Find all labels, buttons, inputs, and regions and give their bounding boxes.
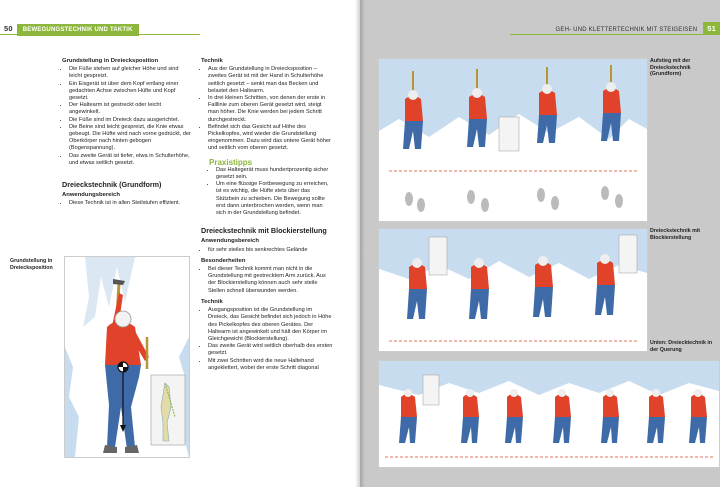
list-item: • Das zweite Gerät wird seitlich oberhalb des ersten gesetzt. (208, 343, 333, 357)
right-page (360, 0, 720, 487)
anwendungsbereich-list (62, 200, 192, 207)
anwendungsbereich-title: Anwendungsbereich (62, 192, 120, 199)
aufstieg-grundform-photo-strip (378, 58, 648, 222)
list-item: • Die Füße sind im Dreieck dazu ausgerichtet. (69, 117, 192, 124)
blockierstellung-heading: Dreieckstechnik mit Blockierstellung (201, 226, 327, 236)
besonderheiten-title: Besonderheiten (201, 257, 246, 264)
left-column-2 (201, 58, 333, 374)
list-item: • Diese Technik ist in allen Steilstufen effizient. (69, 200, 192, 207)
querung-photo-strip (378, 360, 720, 468)
list-item: • Die Füße stehen auf gleicher Höhe und sind leicht gespreizt. (69, 66, 192, 80)
dreieckstechnik-heading: Dreieckstechnik (Grundform) (62, 180, 162, 190)
list-item: • Um eine flüssige Fortbewegung zu erreichen, ist es wichtig, die Hüfte stets über das Stützbein zu schieben. Die Bewegung sollte erst dann unterbrochen werden, wenn man sich in der Grundstellung befindet. (216, 181, 333, 217)
list-item: • Aus der Grundstellung in Dreiecksposition – zweites Gerät ist mit der Hand in Schulterhöhe seitlich gesetzt – senkt man das Becken und belastet den Haltearm. (208, 66, 333, 95)
list-item: • Der Haltearm ist gestreckt oder leicht angewinkelt. (69, 102, 192, 116)
climber-sequence-3 (379, 361, 719, 467)
list-item: • Das Haltegerät muss hundertprozentig sicher gesetzt sein. (216, 167, 333, 181)
list-item: • In drei kleinen Schritten, von denen der erste in Falllinie zum oberen Gerät gesetzt wird, steigt man höher. Die Knie werden bei jedem Schritt durchgestreckt. (208, 95, 333, 124)
querung-caption: Unten: Dreiecktechnik in der Querung (650, 340, 713, 353)
climber-sequence-1 (379, 59, 647, 221)
left-header-rule (0, 34, 200, 35)
list-item: • Bei dieser Technik kommt man nicht in die Grundstellung mit gestrecktem Arm zurück. Aus der Blockierstellung können auch sehr steile Stellen schnell überwunden werden. (208, 266, 333, 295)
right-page-number: 51 (703, 22, 720, 35)
aufstieg-caption: Aufstieg mit der Dreieckstechnik (Grundform) (650, 58, 691, 78)
grundstellung-title: Grundstellung in Dreiecksposition (62, 58, 159, 64)
list-item: • Ein Eisgerät ist über dem Kopf entlang einer gedachten Achse zwischen Hüfte und Kopf gesetzt. (69, 81, 192, 103)
list-item: • für sehr steiles bis senkrechtes Gelände (208, 247, 333, 254)
climber-illustration (65, 257, 189, 457)
blockierstellung-photo-strip (378, 228, 648, 352)
book-gutter (355, 0, 365, 487)
left-page-number: 50 (0, 22, 17, 35)
grundstellung-caption: Grundstellung in Dreiecksposition (10, 258, 53, 271)
right-header-rule (510, 34, 720, 35)
list-item: • Befindet sich das Gesicht auf Höhe des Pickelkopfes, wird wieder die Grundstellung eingenommen. Dazu wird das untere Gerät höher und seitlich vom oberen gesetzt. (208, 124, 333, 153)
left-header-title: BEWEGUNGSTECHNIK UND TAKTIK (17, 24, 139, 36)
grundstellung-list (62, 66, 192, 167)
list-item: • Mit zwei Schritten wird die neue Haltehand angeklettert, wobei der erste Schritt diagonal (208, 358, 333, 372)
praxistipps-box (201, 159, 333, 218)
praxistipps-list (209, 167, 333, 217)
list-item: • Ausgangsposition ist die Grundstellung im Dreieck, das Gesicht befindet sich jedoch in Höhe des Pickelkopfes des oberen Gerätes. Der Haltearm ist angewinkelt und hält den Körper im Gleichgewicht (Blockierstellung). (208, 307, 333, 343)
technik-title: Technik (201, 58, 223, 64)
climber-sequence-2 (379, 229, 647, 351)
list-item: • Das zweite Gerät ist tiefer, etwa in Schulterhöhe, und etwas seitlich gesetzt. (69, 153, 192, 167)
technik-2-list (201, 307, 333, 372)
blockierstellung-caption: Dreieckstechnik mit Blockierstellung (650, 228, 701, 241)
right-header-title: GEH- UND KLETTERTECHNIK MIT STEIGEISEN (555, 27, 698, 33)
anwendungsbereich-2-list (201, 247, 333, 254)
technik-list (201, 66, 333, 152)
grundstellung-illustration (64, 256, 190, 458)
left-column-1 (62, 58, 192, 210)
praxistipps-title: Praxistipps (209, 157, 253, 167)
besonderheiten-list (201, 266, 333, 295)
anwendungsbereich-2-title: Anwendungsbereich (201, 238, 259, 245)
technik-2-title: Technik (201, 298, 223, 305)
list-item: • Die Beine sind leicht gespreizt, die Knie etwas gebeugt. Die Hüfte wird nach vorne gedrückt, der Oberkörper nach hinten gebogen (Bogenspannung). (69, 124, 192, 153)
